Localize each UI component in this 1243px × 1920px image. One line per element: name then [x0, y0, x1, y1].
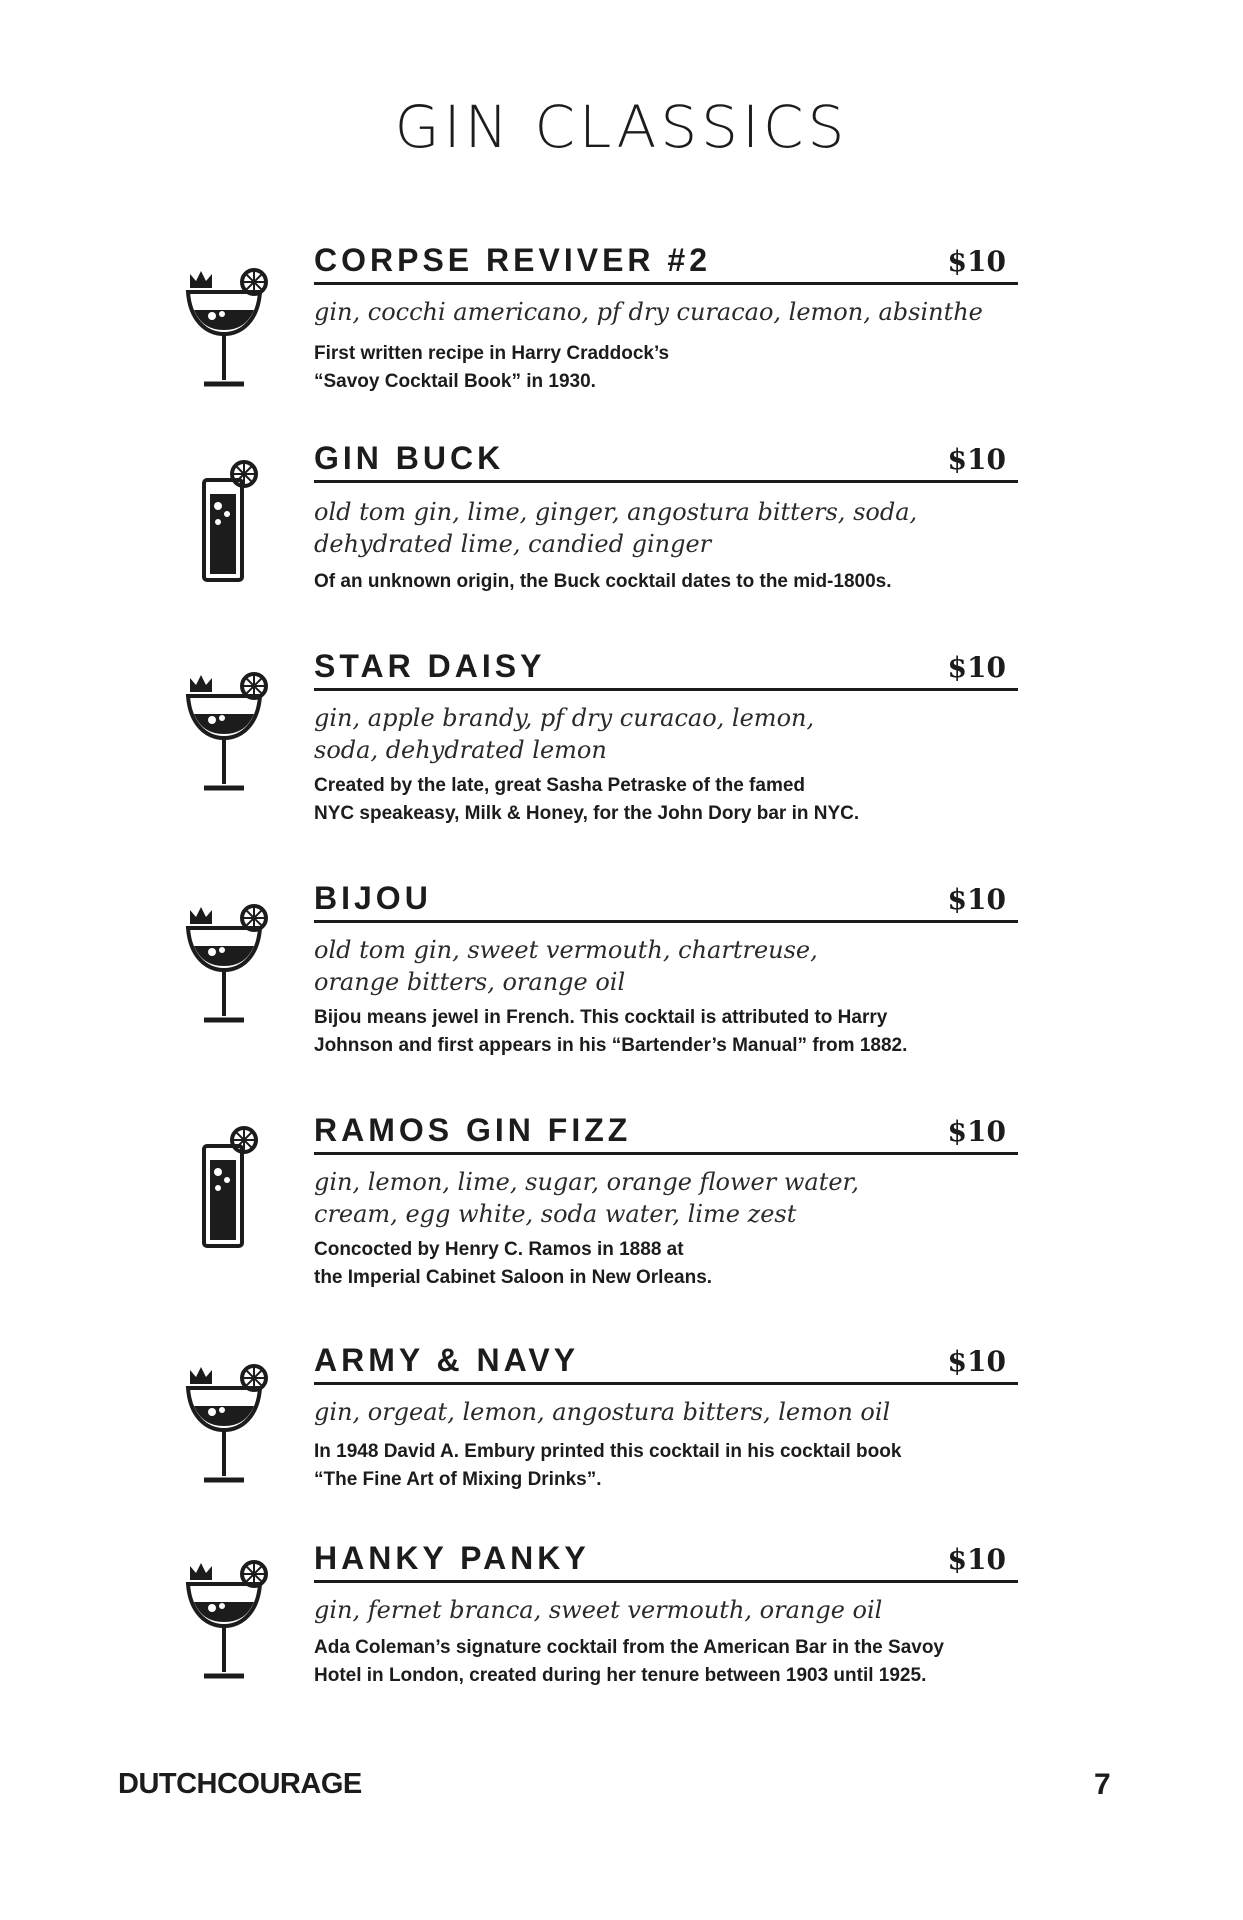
- highball-glass-icon: [180, 458, 270, 588]
- item-header: [314, 1532, 1018, 1583]
- item-price: $10: [947, 1543, 1006, 1576]
- item-header: [314, 1334, 1018, 1385]
- coupe-glass-icon: [180, 1554, 270, 1684]
- item-price: $10: [947, 1115, 1006, 1148]
- item-note: Of an unknown origin, the Buck cocktail dates to the mid-1800s.: [314, 571, 892, 592]
- item-note: Concocted by Henry C. Ramos in 1888 at the Imperial Cabinet Saloon in New Orleans.: [314, 1239, 713, 1288]
- item-header: [314, 1104, 1018, 1155]
- coupe-glass-icon: [180, 666, 270, 796]
- item-ingredients: gin, apple brandy, pf dry curacao, lemon, soda, dehydrated lemon: [314, 704, 815, 764]
- item-note: Bijou means jewel in French. This cocktail is attributed to Harry Johnson and first appears in his “Bartender’s Manual” from 1882.: [314, 1007, 908, 1056]
- item-name: GIN BUCK: [314, 440, 505, 476]
- item-price: $10: [947, 883, 1006, 916]
- item-price: $10: [947, 651, 1006, 684]
- item-header: [314, 234, 1018, 285]
- item-note: Ada Coleman’s signature cocktail from the American Bar in the Savoy Hotel in London, created during her tenure between 1903 until 1925.: [314, 1637, 944, 1686]
- item-header: [314, 432, 1018, 483]
- item-price: $10: [947, 443, 1006, 476]
- item-ingredients: gin, lemon, lime, sugar, orange flower water, cream, egg white, soda water, lime zest: [314, 1168, 860, 1228]
- item-name: ARMY & NAVY: [314, 1342, 580, 1378]
- item-header: [314, 872, 1018, 923]
- coupe-glass-icon: [180, 898, 270, 1028]
- coupe-glass-icon: [180, 1358, 270, 1488]
- brand-logo: DUTCHCOURAGE: [118, 1768, 362, 1800]
- item-ingredients: gin, fernet branca, sweet vermouth, orange oil: [314, 1596, 883, 1624]
- item-price: $10: [947, 245, 1006, 278]
- item-ingredients: old tom gin, lime, ginger, angostura bitters, soda, dehydrated lime, candied ginger: [314, 498, 918, 558]
- item-name: HANKY PANKY: [314, 1540, 590, 1576]
- item-name: RAMOS GIN FIZZ: [314, 1112, 632, 1148]
- item-name: BIJOU: [314, 880, 432, 916]
- item-ingredients: gin, cocchi americano, pf dry curacao, lemon, absinthe: [314, 298, 983, 326]
- item-name: STAR DAISY: [314, 648, 546, 684]
- item-ingredients: gin, orgeat, lemon, angostura bitters, lemon oil: [314, 1398, 891, 1426]
- item-name: CORPSE REVIVER #2: [314, 242, 711, 278]
- item-note: In 1948 David A. Embury printed this cocktail in his cocktail book “The Fine Art of Mixing Drinks”.: [314, 1441, 902, 1490]
- item-note: First written recipe in Harry Craddock’s “Savoy Cocktail Book” in 1930.: [314, 343, 670, 392]
- coupe-glass-icon: [180, 262, 270, 392]
- page-number: 7: [1094, 1768, 1111, 1801]
- item-header: [314, 640, 1018, 691]
- highball-glass-icon: [180, 1124, 270, 1254]
- page-title: GIN CLASSICS: [394, 93, 849, 161]
- item-price: $10: [947, 1345, 1006, 1378]
- item-ingredients: old tom gin, sweet vermouth, chartreuse, orange bitters, orange oil: [314, 936, 818, 996]
- item-note: Created by the late, great Sasha Petraske of the famed NYC speakeasy, Milk & Honey, for the John Dory bar in NYC.: [314, 775, 860, 824]
